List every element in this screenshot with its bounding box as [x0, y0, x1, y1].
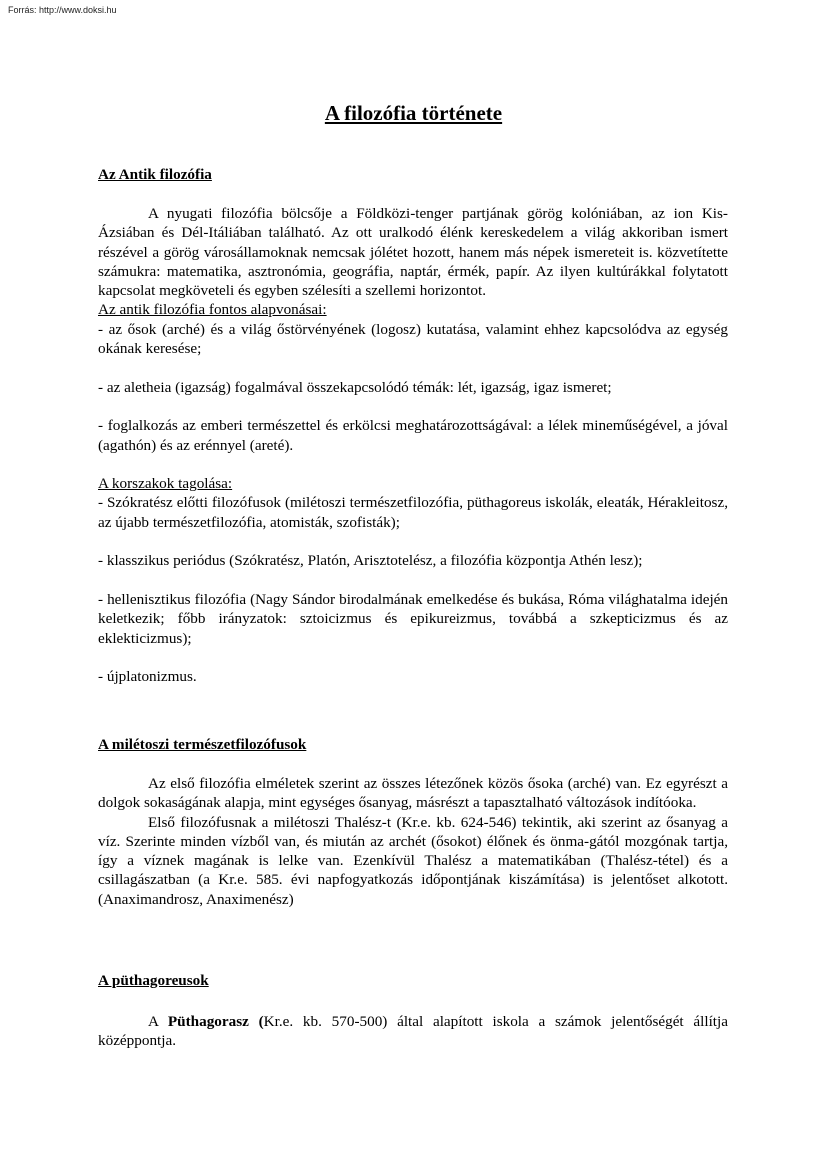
periods-subheading: A korszakok tagolása: [98, 475, 233, 493]
section-antik-body [98, 204, 728, 686]
page-title: A filozófia története [324, 101, 503, 125]
features-subheading: Az antik filozófia fontos alapvonásai: [98, 301, 327, 319]
feature-item: - az aletheia (igazság) fogalmával összekapcsolódó témák: lét, igazság, igaz ismeret; [98, 378, 612, 396]
section-miletoszi-body [98, 774, 728, 909]
section-heading-antik: Az Antik filozófia [98, 166, 212, 183]
source-header: Forrás: http://www.doksi.hu [8, 5, 117, 15]
section-heading-miletoszi: A milétoszi természetfilozófusok [98, 736, 307, 753]
section-heading-puthagoreusok: A püthagoreusok [98, 972, 209, 989]
name-puthagorasz: Püthagorasz ( [167, 1013, 264, 1030]
paragraph [98, 1012, 728, 1051]
intro-paragraph: A nyugati filozófia bölcsője a Földközi-tenger partjának görög kolóniában, az ion Kis-Ázsiában és Dél-Itáliában található. Az ott uralkodó élénk kereskedelem a világ akkoriban ismert részével a görög városállamoknak nemcsak jólétet hozott, hanem más népek ismereteit is. közvetítette számukra: matematika, asztronómia, geográfia, naptár, érmék, papír. Az ilyen kultúrákkal folytatott kapcsolat megköveteli és egyben szélesíti a szellemi horizontot. [98, 205, 728, 300]
paragraph: Az első filozófia elméletek szerint az összes létezőnek közös ősoka (arché) van. Ez egyrészt a dolgok sokaságának alapja, mint egységes ősanyag, másrészt a tapasztalható változások indítóoka. [98, 775, 728, 812]
period-item: - újplatonizmus. [98, 668, 197, 686]
paragraph-rest: Kr.e. kb. 570-500) által alapított iskola a számok jelentőségét állítja középpontja. [98, 1013, 728, 1050]
paragraph: Első filozófusnak a milétoszi Thalész-t (Kr.e. kb. 624-546) tekintik, aki szerint az ősanyag a víz. Szerinte minden vízből van, és miután az archét (ősokot) élőnek és önma-gától mozgónak tartja, így a víznek magának is lelke van. Ezenkívül Thalész a matematikában (Thalész-tétel) és a csillagászatban (a Kr.e. 585. évi napfogyatkozás időpontjának kiszámítása) is jelentőset alkotott. (Anaximandrosz, Anaximenész) [98, 813, 728, 908]
paragraph-prefix: A [148, 1013, 168, 1030]
section-puthagoreusok-body [98, 1012, 728, 1051]
period-item: - klasszikus periódus (Szókratész, Platón, Arisztotelész, a filozófia központja Athén lesz); [98, 552, 643, 570]
period-item: - Szókratész előtti filozófusok (milétoszi természetfilozófia, püthagoreus iskolák, eleaták, Hérakleitosz, az újabb természetfilozófia, atomisták, szofisták); [98, 494, 728, 531]
period-item: - hellenisztikus filozófia (Nagy Sándor birodalmának emelkedése és bukása, Róma világhatalma idején keletkezik; főbb irányzatok: sztoicizmus és epikureizmus, továbbá a szkepticizmus és az eklekticizmus); [98, 590, 728, 647]
feature-item: - az ősok (arché) és a világ őstörvényének (logosz) kutatása, valamint ehhez kapcsolódva az egység okának keresése; [98, 320, 728, 358]
feature-item: - foglalkozás az emberi természettel és erkölcsi meghatározottságával: a lélek mineműségével, a jóval (agathón) és az erénnyel (areté). [98, 417, 728, 454]
